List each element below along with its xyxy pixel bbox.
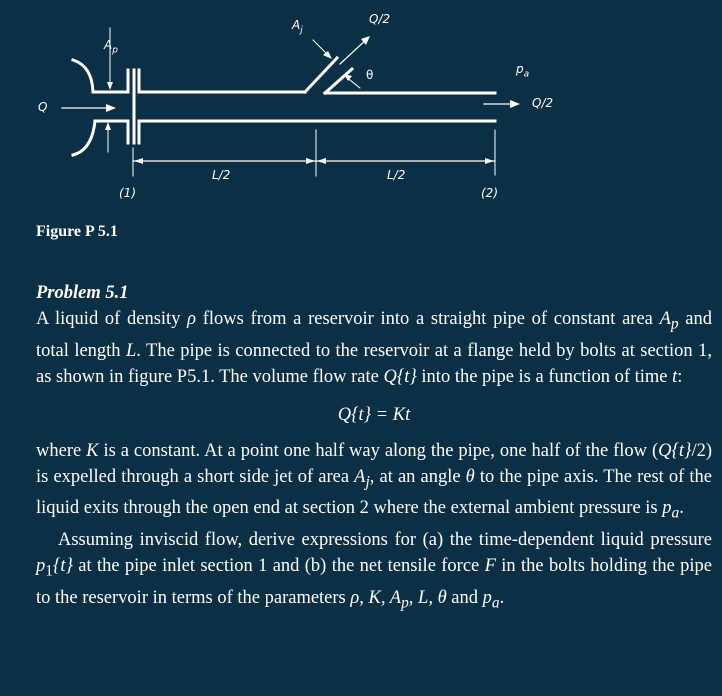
pa-label: $p_a$ [516, 62, 530, 80]
reservoir-inlet-bottom [73, 121, 95, 155]
q-jet-label: Q/2 [369, 12, 391, 26]
problem-paragraph-3: Assuming inviscid flow, derive expressions for (a) the time-dependent liquid pressure $p_1\{t\}$ at the pipe inlet section 1 and (b) the net tensile force F in the bolts holding the pipe to the reservoir in terms of the parameters ρ, K, $A_p$, L, θ and $p_a$. [36, 530, 713, 612]
q-out-label: Q/2 [532, 96, 554, 110]
problem-title: Problem 5.1 [36, 283, 129, 303]
figure-caption: Figure P 5.1 [36, 223, 118, 240]
flow-rate-equation: Q{t} = Kt [337, 404, 411, 425]
section-1-label: (1) [119, 186, 136, 200]
theta-label: θ [366, 68, 374, 82]
aj-label: $A_j$ [292, 18, 303, 36]
reservoir-inlet-top [73, 60, 93, 92]
section-2-label: (2) [481, 186, 498, 200]
problem-paragraph-1: A liquid of density ρ flows from a reservoir into a straight pipe of constant area $A_p$ and total length L. The pipe is connected to the reservoir at a flange held by bolts at section 1, as shown in figure P5.1. The volume flow rate Q{t} into the pipe is a function of time t: [36, 309, 712, 387]
problem-paragraph-2: where K is a constant. At a point one half way along the pipe, one half of the flow (Q{t}/2) is expelled through a short side jet of area $A_j$, at an angle θ to the pipe axis. The rest of the liquid exits through the open end at section 2 where the external ambient pressure is $p_a$. [36, 440, 713, 523]
half-length-2-label: L/2 [387, 168, 406, 182]
ap-label: $A_p$ [104, 38, 118, 56]
problem-statement [36, 280, 712, 616]
figure-p5-1 [0, 0, 722, 215]
half-length-1-label: L/2 [212, 168, 231, 182]
q-in-label: Q [38, 100, 48, 114]
pipe-diagram [0, 0, 722, 215]
